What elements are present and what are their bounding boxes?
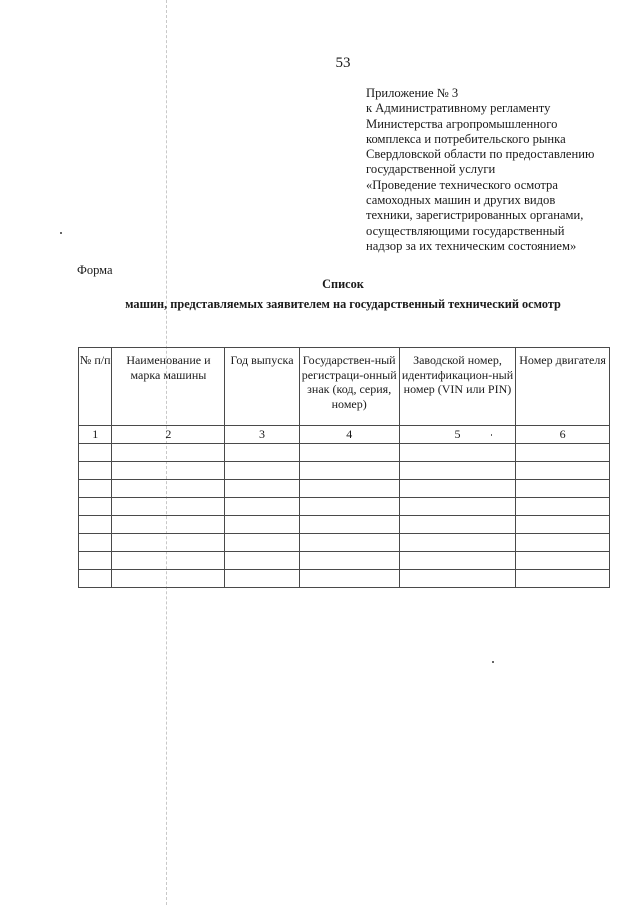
table-cell: [112, 516, 225, 534]
table-cell: [299, 552, 399, 570]
table-cell: [516, 534, 610, 552]
appendix-line: самоходных машин и других видов: [366, 193, 556, 208]
table-cell: [516, 444, 610, 462]
table-row: [79, 516, 610, 534]
table-row: [79, 552, 610, 570]
table-row: [79, 480, 610, 498]
table-row: [79, 570, 610, 588]
table-cell: [516, 516, 610, 534]
table-cell: [299, 570, 399, 588]
table-cell: [399, 444, 515, 462]
table-cell: [79, 552, 112, 570]
table-header-row: [79, 348, 610, 426]
table-row: [79, 498, 610, 516]
table-cell: [225, 516, 299, 534]
table-cell: [516, 462, 610, 480]
table-cell: [299, 444, 399, 462]
table-cell: [399, 480, 515, 498]
table-cell: [516, 570, 610, 588]
column-number: 2: [112, 426, 225, 444]
table-cell: [516, 480, 610, 498]
table-cell: [225, 480, 299, 498]
header-cell-engine: Номер двигателя: [516, 348, 610, 426]
header-cell-year: Год выпуска: [225, 348, 299, 426]
table-cell: [299, 534, 399, 552]
appendix-line: техники, зарегистрированных органами,: [366, 208, 584, 223]
document-subtitle: машин, представляемых заявителем на государственный технический осмотр: [125, 297, 561, 311]
header-cell-number: № п/п: [79, 348, 112, 426]
appendix-header: [366, 86, 616, 254]
table-cell: [79, 462, 112, 480]
machines-table: [78, 347, 610, 588]
table-cell: [225, 534, 299, 552]
table-cell: [399, 570, 515, 588]
table-cell: [299, 498, 399, 516]
appendix-line: «Проведение технического осмотра: [366, 177, 558, 192]
header-cell-reg-sign: Государствен-ный регистраци-онный знак (код, серия, номер): [299, 348, 399, 426]
table-cell: [225, 498, 299, 516]
table-cell: [299, 516, 399, 534]
appendix-line: государственной услуги: [366, 162, 496, 177]
appendix-line: комплекса и потребительского рынка: [366, 131, 566, 146]
header-cell-serial: Заводской номер, идентификацион-ный номер (VIN или PIN): [399, 348, 515, 426]
column-number: 6: [516, 426, 610, 444]
scan-speck: [60, 232, 62, 234]
table-row: [79, 444, 610, 462]
column-number: 1: [79, 426, 112, 444]
table-cell: [516, 498, 610, 516]
table-cell: [112, 480, 225, 498]
column-number: 5: [399, 426, 515, 444]
column-number: 4: [299, 426, 399, 444]
form-label: Форма: [77, 263, 113, 277]
table-cell: [112, 462, 225, 480]
table-row: [79, 462, 610, 480]
appendix-line: осуществляющими государственный: [366, 223, 565, 238]
table-cell: [516, 552, 610, 570]
table-cell: [225, 462, 299, 480]
table-cell: [79, 534, 112, 552]
table-cell: [79, 444, 112, 462]
page-number: 53: [335, 55, 351, 71]
table-cell: [112, 534, 225, 552]
table-cell: [399, 552, 515, 570]
table-cell: [112, 552, 225, 570]
table-cell: [399, 516, 515, 534]
table-cell: [112, 444, 225, 462]
table-cell: [225, 570, 299, 588]
table-cell: [225, 552, 299, 570]
appendix-line: надзор за их техническим состоянием»: [366, 238, 577, 253]
table-cell: [399, 462, 515, 480]
scan-speck: [492, 661, 494, 663]
table-cell: [299, 462, 399, 480]
appendix-line: Министерства агропромышленного: [366, 116, 558, 131]
table-cell: [79, 570, 112, 588]
document-title: Список: [322, 277, 364, 291]
table-cell: [399, 498, 515, 516]
table-cell: [112, 498, 225, 516]
table-cell: [225, 444, 299, 462]
column-number: 3: [225, 426, 299, 444]
appendix-line: Свердловской области по предоставлению: [366, 147, 595, 162]
column-numbers-row: [79, 426, 610, 444]
appendix-line: Приложение № 3: [366, 86, 459, 100]
table-cell: [79, 498, 112, 516]
table-cell: [299, 480, 399, 498]
table-cell: [399, 534, 515, 552]
table-cell: [79, 516, 112, 534]
appendix-line: к Административному регламенту: [366, 101, 551, 116]
table-cell: [79, 480, 112, 498]
header-cell-name: Наименование и марка машины: [112, 348, 225, 426]
table-cell: [112, 570, 225, 588]
table-row: [79, 534, 610, 552]
